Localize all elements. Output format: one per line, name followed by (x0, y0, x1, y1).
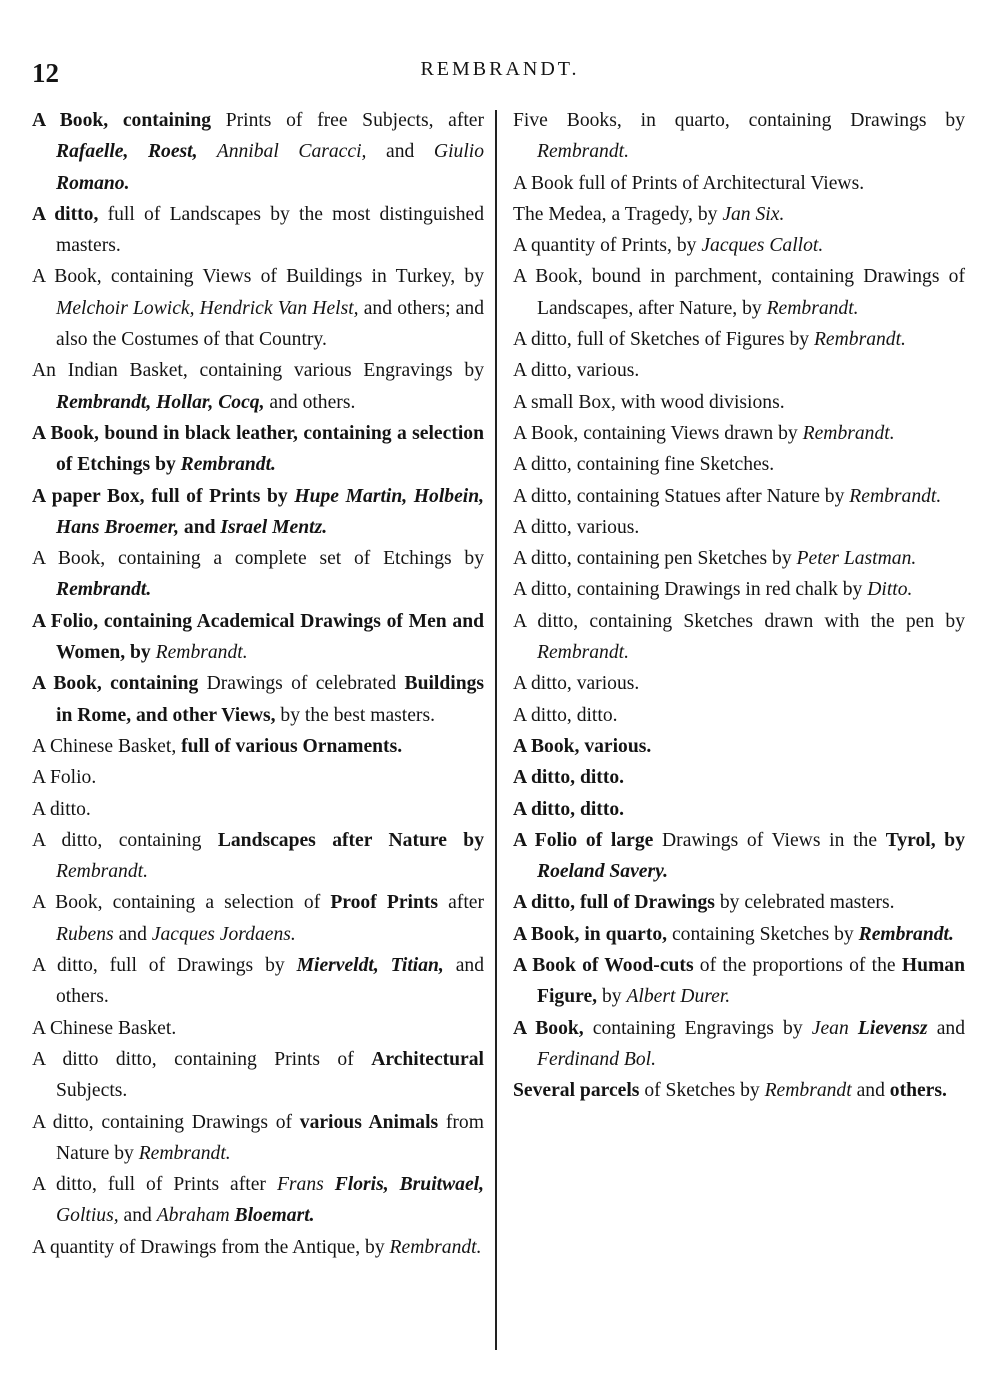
entry-text-segment: Peter Lastman. (796, 548, 917, 570)
entry-text-segment: A Book, containing Views of Buildings in Turkey, by (32, 266, 484, 288)
entry-text-segment: Rubens (56, 923, 114, 945)
entry-text-segment: Rembrandt, Hollar, Cocq, (56, 391, 265, 413)
catalogue-entry (513, 324, 965, 355)
entry-text-segment: A paper Box, full of Prints by (32, 485, 295, 507)
catalogue-entry (513, 387, 965, 418)
catalogue-entry (513, 606, 965, 669)
entry-text-segment: A ditto, containing fine Sketches. (513, 454, 775, 476)
entry-text-segment: A Book, containing (32, 110, 212, 131)
entry-text-segment: A ditto, (32, 203, 99, 225)
entry-text-segment: Annibal Caracci, (197, 141, 367, 163)
entry-text-segment: by (597, 986, 627, 1008)
entry-text-segment: Rembrandt. (180, 454, 276, 476)
entry-text-segment: Melchoir Lowick, Hendrick Van Helst, (56, 297, 359, 319)
entry-text-segment: A ditto, various. (513, 673, 640, 695)
entry-text-segment: A Book, containing (32, 673, 199, 695)
catalogue-entry (32, 825, 484, 888)
entry-text-segment: Rembrandt. (802, 422, 895, 444)
entry-text-segment: A ditto, containing Sketches drawn with the pen by (513, 610, 965, 632)
entry-text-segment: Architectural (371, 1048, 484, 1070)
catalogue-entry (32, 950, 484, 1013)
entry-text-segment: Roeland Savery. (537, 861, 668, 883)
entry-text-segment: Rembrandt. (56, 579, 152, 601)
catalogue-entry (32, 1107, 484, 1170)
catalogue-entry (513, 199, 965, 230)
catalogue-entry (513, 574, 965, 605)
entry-text-segment: An Indian Basket, containing various Engravings by (32, 360, 484, 382)
entry-text-segment: Tyrol, by (885, 829, 965, 851)
entry-text-segment: Several parcels (513, 1080, 640, 1102)
entry-text-segment: Rembrandt. (849, 485, 942, 507)
catalogue-entry (513, 825, 965, 888)
entry-text-segment: A Book, (513, 1017, 584, 1039)
left-column (32, 105, 484, 1263)
entry-text-segment: of the proportions of the (693, 955, 902, 977)
entry-text-segment: Rafaelle, Roest, (56, 141, 198, 163)
entry-text-segment: Proof Prints (330, 892, 439, 914)
catalogue-entry (32, 261, 484, 355)
entry-text-segment: Ferdinand Bol. (537, 1048, 656, 1070)
catalogue-entry (513, 230, 965, 261)
entry-text-segment: from Nature by (56, 1111, 484, 1164)
entry-text-segment: A Book full of Prints of Architectural Views. (513, 172, 865, 194)
catalogue-entry (513, 794, 965, 825)
entry-text-segment: Rembrandt. (813, 329, 906, 351)
entry-text-segment: and others. (56, 955, 484, 1008)
catalogue-entry (513, 1013, 965, 1076)
entry-text-segment: A ditto, full of Drawings (513, 892, 715, 914)
entry-text-segment: A ditto, full of Prints after (32, 1174, 277, 1196)
catalogue-entry (32, 481, 484, 544)
entry-text-segment: Giulio (433, 141, 484, 163)
right-column (513, 105, 965, 1107)
entry-text-segment: Landscapes after Nature by (217, 829, 485, 851)
catalogue-entry (513, 700, 965, 731)
catalogue-entry (513, 668, 965, 699)
entry-text-segment: Floris, Bruitwael, (334, 1174, 485, 1196)
catalogue-entry (32, 355, 484, 418)
entry-text-segment: A ditto, containing Statues after Nature by (513, 485, 850, 507)
entry-text-segment: A ditto, full of Drawings by (32, 955, 297, 977)
entry-text-segment: Albert Durer. (626, 986, 731, 1008)
entry-text-segment: Rembrandt. (389, 1236, 482, 1258)
entry-text-segment: A ditto, containing Drawings in red chalk by (513, 579, 868, 601)
catalogue-entry (513, 418, 965, 449)
catalogue-entry (513, 449, 965, 480)
entry-text-segment: Human Figure, (537, 955, 965, 1008)
entry-text-segment: The Medea, a Tragedy, by (513, 203, 723, 225)
entry-text-segment: Abraham (156, 1205, 235, 1227)
entry-text-segment: Jacques Jordaens. (151, 923, 296, 945)
entry-text-segment: A Book, bound in parchment, containing Drawings of Landscapes, after Nature, by (513, 266, 965, 319)
entry-text-segment: A ditto, ditto. (513, 767, 625, 789)
entry-text-segment: A quantity of Drawings from the Antique, by (32, 1236, 390, 1258)
entry-text-segment: containing Engravings by (583, 1017, 812, 1039)
entry-text-segment: A ditto, containing Drawings of (32, 1111, 300, 1133)
entry-text-segment: Jan Six. (722, 203, 785, 225)
catalogue-entry (32, 762, 484, 793)
catalogue-entry (513, 919, 965, 950)
entry-text-segment: Rembrandt. (155, 642, 248, 664)
entry-text-segment: A Book, various. (513, 735, 652, 757)
entry-text-segment: and (113, 923, 152, 945)
catalogue-entry (32, 1232, 484, 1263)
entry-text-segment: others. (889, 1080, 947, 1102)
entry-text-segment: after (438, 892, 484, 914)
catalogue-entry (32, 794, 484, 825)
catalogue-entry (32, 1044, 484, 1107)
catalogue-entry (32, 668, 484, 731)
entry-text-segment: A ditto, various. (513, 360, 640, 382)
entry-text-segment: and others. (264, 391, 356, 413)
entry-text-segment: Five Books, in quarto, containing Drawings by (513, 110, 965, 131)
catalogue-entry (32, 105, 484, 199)
entry-text-segment: Rembrandt. (537, 141, 629, 163)
entry-text-segment: Bloemart. (234, 1205, 315, 1227)
entry-text-segment: Rembrandt. (537, 642, 629, 664)
entry-text-segment: A small Box, with wood divisions. (513, 391, 785, 413)
entry-text-segment: Buildings in Rome, and other Views, (56, 673, 485, 726)
entry-text-segment: and (851, 1080, 890, 1102)
catalogue-entry (32, 887, 484, 950)
entry-text-segment: A ditto, containing pen Sketches by (513, 548, 797, 570)
entry-text-segment: A Folio, containing Academical Drawings of Men and Women, by (32, 610, 484, 664)
entry-text-segment: Ditto. (867, 579, 913, 601)
entry-text-segment: Rembrandt. (858, 923, 954, 945)
catalogue-entry (513, 543, 965, 574)
entry-text-segment: Lievensz (857, 1017, 928, 1039)
page-number: 12 (32, 58, 59, 88)
catalogue-entry (513, 355, 965, 386)
entry-text-segment: Jean (811, 1017, 858, 1039)
entry-text-segment: A Book of Wood-cuts (513, 955, 694, 977)
column-divider (495, 110, 497, 1350)
entry-text-segment: A Chinese Basket. (32, 1017, 177, 1039)
entry-text-segment: Israel Mentz. (220, 516, 328, 538)
entry-text-segment: various Animals (299, 1111, 439, 1133)
entry-text-segment: A Folio. (32, 767, 97, 789)
entry-text-segment: full of various Ornaments. (181, 735, 403, 757)
entry-text-segment: A Book, containing a selection of (32, 892, 331, 914)
entry-text-segment: Goltius, (56, 1205, 119, 1227)
entry-text-segment: and (118, 1205, 157, 1227)
entry-text-segment: containing Sketches by (667, 923, 859, 945)
running-title: REMBRANDT. (420, 58, 580, 80)
entry-text-segment: Rembrandt. (56, 861, 148, 883)
entry-text-segment: and (927, 1017, 965, 1039)
entry-text-segment: and others; and also the Costumes of that Country. (56, 297, 484, 351)
entry-text-segment: Prints of free Subjects, after (211, 110, 485, 131)
entry-text-segment: and (179, 516, 221, 538)
entry-text-segment: of Sketches by (639, 1080, 765, 1102)
catalogue-entry (513, 261, 965, 324)
page-header (30, 52, 970, 92)
entry-text-segment: Frans (276, 1174, 335, 1196)
catalogue-entry (513, 762, 965, 793)
entry-text-segment: Drawings of Views in the (653, 829, 886, 851)
entry-text-segment: A Book, containing Views drawn by (513, 422, 803, 444)
catalogue-entry (513, 105, 965, 168)
entry-text-segment: Drawings of celebrated (198, 673, 405, 695)
entry-text-segment: A ditto, various. (513, 516, 640, 538)
entry-text-segment: A Book, bound in black leather, containing a selection of Etchings by (32, 422, 484, 476)
entry-text-segment: Subjects. (56, 1080, 128, 1102)
catalogue-entry (32, 1013, 484, 1044)
entry-text-segment: by the best masters. (275, 704, 435, 726)
catalogue-entry (513, 1075, 965, 1106)
entry-text-segment: A ditto, full of Sketches of Figures by (513, 329, 814, 351)
entry-text-segment: by celebrated masters. (714, 892, 895, 914)
entry-text-segment: Hupe Martin, Holbein, Hans Broemer, (56, 485, 485, 538)
catalogue-entry (32, 606, 484, 669)
entry-text-segment: Jacques Callot. (701, 235, 824, 257)
entry-text-segment: A quantity of Prints, by (513, 235, 702, 257)
catalogue-entry (513, 887, 965, 918)
catalogue-entry (32, 1169, 484, 1232)
entry-text-segment: Mierveldt, Titian, (296, 955, 444, 977)
entry-text-segment: A Folio of large (513, 829, 654, 851)
catalogue-entry (32, 731, 484, 762)
entry-text-segment: A ditto, containing (32, 829, 218, 851)
catalogue-entry (513, 950, 965, 1013)
entry-text-segment: and (366, 141, 434, 163)
entry-text-segment: A ditto, ditto. (513, 704, 618, 726)
entry-text-segment: A Book, containing a complete set of Etchings by (32, 548, 484, 570)
catalogue-entry (513, 512, 965, 543)
entry-text-segment: A ditto. (32, 798, 91, 820)
catalogue-entry (513, 168, 965, 199)
entry-text-segment: Romano. (56, 172, 130, 194)
entry-text-segment: Rembrandt (764, 1080, 852, 1102)
catalogue-entry (32, 418, 484, 481)
entry-text-segment: A Book, in quarto, (513, 923, 668, 945)
entry-text-segment: Rembrandt. (138, 1142, 231, 1164)
catalogue-entry (32, 199, 484, 262)
entry-text-segment: A ditto ditto, containing Prints of (32, 1048, 372, 1070)
entry-text-segment: A Chinese Basket, (32, 735, 182, 757)
catalogue-entry (513, 481, 965, 512)
catalogue-entry (32, 543, 484, 606)
entry-text-segment: full of Landscapes by the most distinguished masters. (56, 203, 485, 257)
catalogue-entry (513, 731, 965, 762)
entry-text-segment: A ditto, ditto. (513, 798, 625, 820)
entry-text-segment: Rembrandt. (766, 297, 859, 319)
